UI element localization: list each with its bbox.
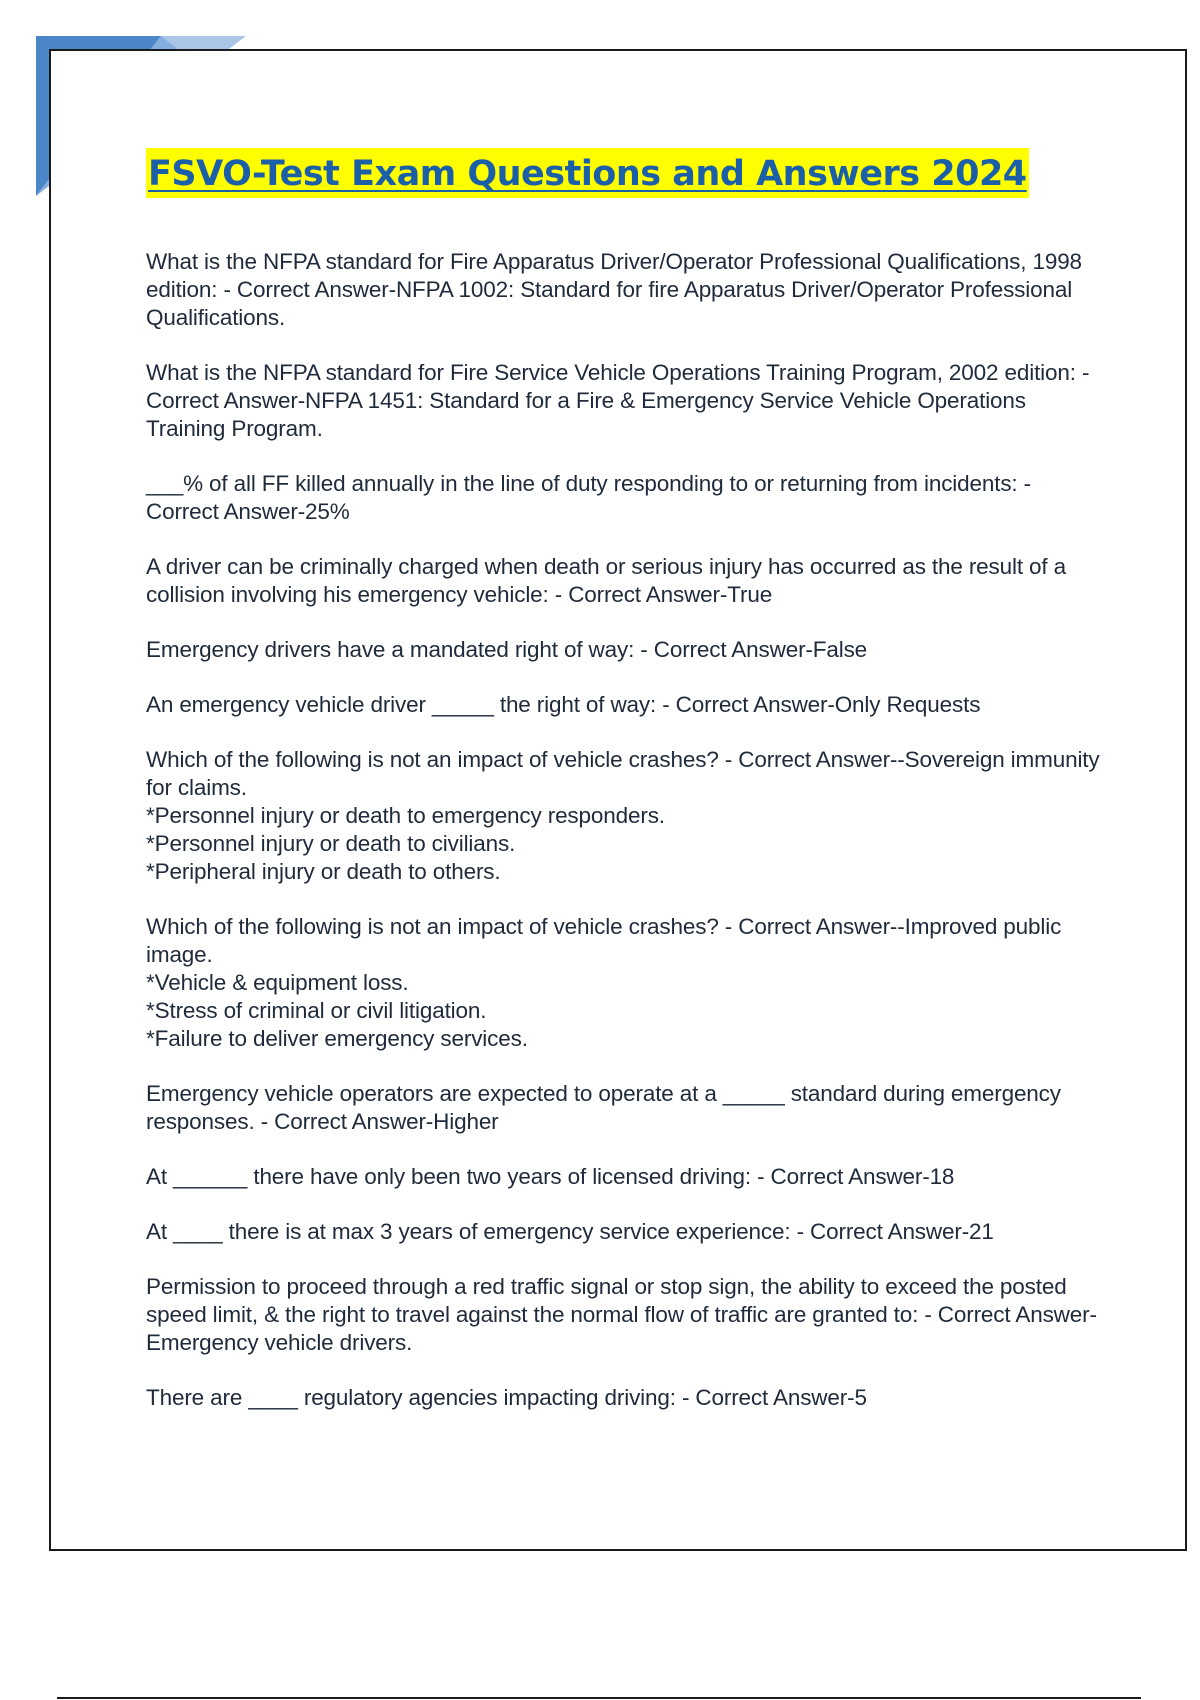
- question-answer-list: [146, 248, 1101, 1439]
- qa-text: Which of the following is not an impact of vehicle crashes? - Correct Answer--Improved public image.: [146, 914, 1062, 967]
- qa-text: Emergency drivers have a mandated right of way: - Correct Answer-False: [146, 637, 868, 662]
- qa-item: [146, 553, 1101, 609]
- qa-item: [146, 746, 1101, 886]
- qa-text: What is the NFPA standard for Fire Apparatus Driver/Operator Professional Qualifications, 1998 edition: - Correct Answer-NFPA 1002: Standard for fire Apparatus Driver/Operator Professional Qualifications.: [146, 249, 1082, 330]
- qa-text: There are ____ regulatory agencies impacting driving: - Correct Answer-5: [146, 1385, 867, 1410]
- qa-item: [146, 691, 1101, 719]
- qa-text: An emergency vehicle driver _____ the right of way: - Correct Answer-Only Requests: [146, 692, 981, 717]
- qa-item: [146, 1218, 1101, 1246]
- qa-item: [146, 1163, 1101, 1191]
- qa-item: [146, 470, 1101, 526]
- qa-option: *Personnel injury or death to emergency responders.: [146, 803, 665, 828]
- qa-text: A driver can be criminally charged when death or serious injury has occurred as the result of a collision involving his emergency vehicle: - Correct Answer-True: [146, 554, 1066, 607]
- qa-item: [146, 248, 1101, 332]
- qa-text: What is the NFPA standard for Fire Service Vehicle Operations Training Program, 2002 edition: - Correct Answer-NFPA 1451: Standard for a Fire & Emergency Service Vehicle Operations Training Program.: [146, 360, 1090, 441]
- qa-text: Permission to proceed through a red traffic signal or stop sign, the ability to exceed the posted speed limit, & the right to travel against the normal flow of traffic are granted to: - Correct Answer-Emergency vehicle drivers.: [146, 1274, 1097, 1355]
- qa-text: At ____ there is at max 3 years of emergency service experience: - Correct Answer-21: [146, 1219, 994, 1244]
- qa-option: *Stress of criminal or civil litigation.: [146, 998, 487, 1023]
- document-title: FSVO-Test Exam Questions and Answers 2024: [146, 148, 1029, 198]
- qa-item: [146, 913, 1101, 1053]
- qa-item: [146, 1384, 1101, 1412]
- qa-option: *Vehicle & equipment loss.: [146, 970, 409, 995]
- qa-item: [146, 1080, 1101, 1136]
- qa-item: [146, 359, 1101, 443]
- qa-text: At ______ there have only been two years of licensed driving: - Correct Answer-18: [146, 1164, 955, 1189]
- footer-rule: [57, 1697, 1141, 1699]
- qa-option: *Failure to deliver emergency services.: [146, 1026, 528, 1051]
- qa-option: *Personnel injury or death to civilians.: [146, 831, 516, 856]
- qa-option: *Peripheral injury or death to others.: [146, 859, 501, 884]
- qa-text: Emergency vehicle operators are expected to operate at a _____ standard during emergency responses. - Correct Answer-Higher: [146, 1081, 1061, 1134]
- qa-text: Which of the following is not an impact of vehicle crashes? - Correct Answer--Sovereign immunity for claims.: [146, 747, 1100, 800]
- qa-item: [146, 1273, 1101, 1357]
- qa-item: [146, 636, 1101, 664]
- qa-text: ___% of all FF killed annually in the line of duty responding to or returning from incidents: - Correct Answer-25%: [146, 471, 1031, 524]
